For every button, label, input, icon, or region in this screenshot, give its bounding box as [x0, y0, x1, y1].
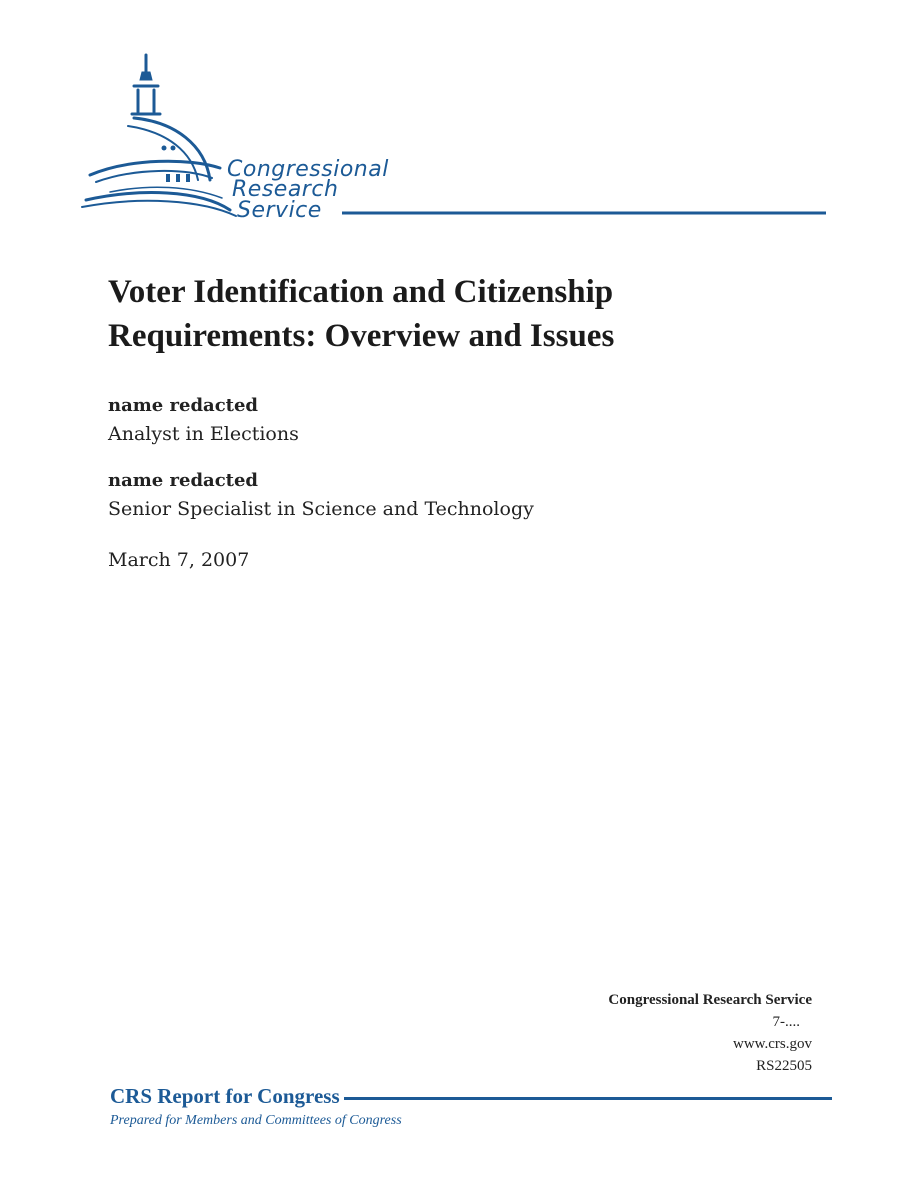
author-block-2	[108, 467, 534, 523]
author-name: name redacted	[108, 395, 259, 416]
capitol-dome-icon	[80, 50, 840, 225]
footer-subtitle: Prepared for Members and Committees of Congress	[110, 1113, 402, 1128]
report-date: March 7, 2007	[108, 549, 250, 571]
author-block-1	[108, 392, 299, 448]
logo-text-research: Research	[232, 177, 339, 202]
logo-text-service: Service	[237, 198, 322, 223]
crs-logo	[80, 50, 840, 225]
report-title: Voter Identification and Citizenship Requirements: Overview and Issues	[108, 274, 615, 354]
crs-info-block	[608, 989, 812, 1077]
logo-text-congressional: Congressional	[227, 157, 389, 182]
crs-org-name: Congressional Research Service	[608, 992, 812, 1008]
author-role: Analyst in Elections	[108, 423, 299, 445]
crs-number: 7-....	[772, 1014, 800, 1030]
footer	[110, 1084, 832, 1129]
footer-rule	[344, 1097, 832, 1100]
report-code: RS22505	[756, 1058, 812, 1074]
crs-website: www.crs.gov	[732, 1036, 812, 1052]
author-name: name redacted	[108, 470, 259, 491]
footer-title: CRS Report for Congress	[110, 1084, 340, 1108]
author-role: Senior Specialist in Science and Technology	[108, 498, 534, 520]
footer-title-row	[110, 1084, 832, 1109]
